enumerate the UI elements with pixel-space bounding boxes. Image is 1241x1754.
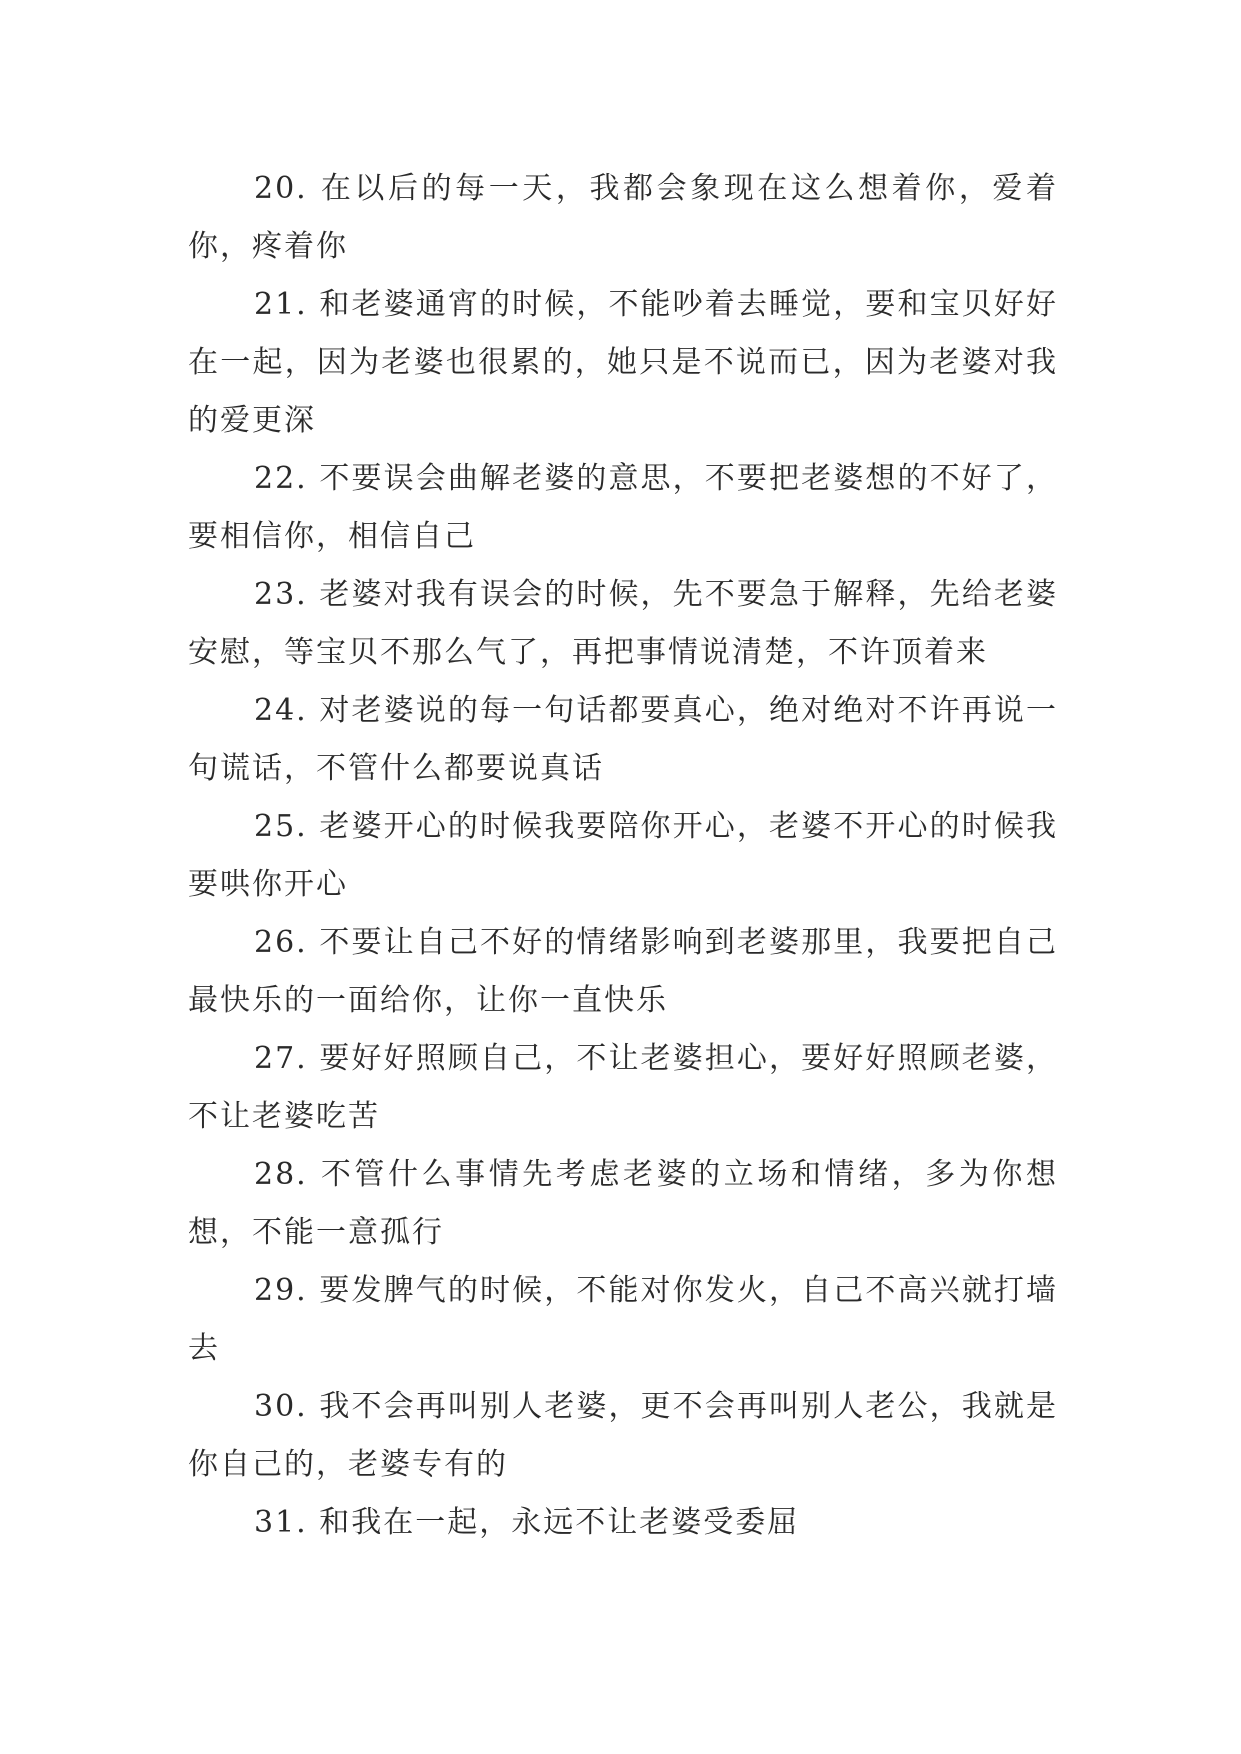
paragraph-29: 29. 要发脾气的时候，不能对你发火，自己不高兴就打墙去 [188,1273,1058,1366]
paragraph-27: 27. 要好好照顾自己，不让老婆担心，要好好照顾老婆，不让老婆吃苦 [188,1041,1058,1134]
paragraph-30: 30. 我不会再叫别人老婆，更不会再叫别人老公，我就是你自己的，老婆专有的 [188,1389,1058,1482]
paragraph-23: 23. 老婆对我有误会的时候，先不要急于解释，先给老婆安慰，等宝贝不那么气了，再把事情说清楚，不许顶着来 [188,577,1058,670]
paragraph-26: 26. 不要让自己不好的情绪影响到老婆那里，我要把自己最快乐的一面给你，让你一直快乐 [188,925,1058,1018]
paragraph-25: 25. 老婆开心的时候我要陪你开心，老婆不开心的时候我要哄你开心 [188,809,1058,902]
paragraph-28: 28. 不管什么事情先考虑老婆的立场和情绪，多为你想想，不能一意孤行 [188,1157,1058,1250]
document-body [188,160,1058,1552]
paragraph-21: 21. 和老婆通宵的时候，不能吵着去睡觉，要和宝贝好好在一起，因为老婆也很累的，她只是不说而已，因为老婆对我的爱更深 [188,287,1058,438]
paragraph-20: 20. 在以后的每一天，我都会象现在这么想着你，爱着你，疼着你 [188,171,1058,264]
paragraph-22: 22. 不要误会曲解老婆的意思，不要把老婆想的不好了，要相信你，相信自己 [188,461,1058,554]
paragraph-24: 24. 对老婆说的每一句话都要真心，绝对绝对不许再说一句谎话，不管什么都要说真话 [188,693,1058,786]
paragraph-31: 31. 和我在一起，永远不让老婆受委屈 [254,1505,800,1540]
